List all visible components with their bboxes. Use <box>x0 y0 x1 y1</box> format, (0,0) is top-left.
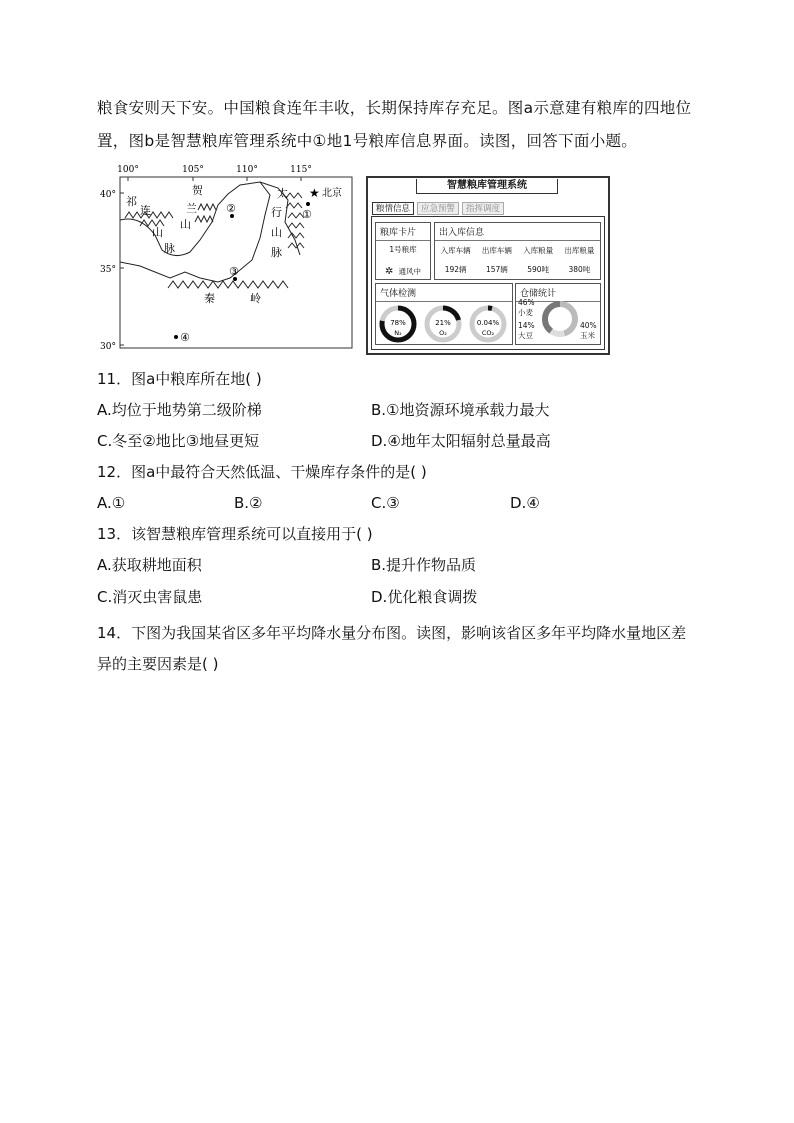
tab-bar <box>372 202 504 215</box>
option-11b[interactable]: B.①地资源环境承载力最大 <box>371 401 550 419</box>
inout-header: 出库粮量 <box>564 246 595 255</box>
mountain-name: 山 <box>152 226 163 239</box>
tab-command-dispatch[interactable]: 指挥调度 <box>462 202 504 215</box>
gauge-label: O₂ <box>439 329 447 337</box>
intro-paragraph: 粮食安则天下安。中国粮食连年丰收，长期保持库存充足。图a示意建有粮库的四地位置，图b是智慧粮库管理系统中①地1号粮库信息界面。读图，回答下面小题。 <box>97 99 692 150</box>
mountain-name: 连 <box>140 204 151 217</box>
option-13d[interactable]: D.优化粮食调拨 <box>371 588 478 606</box>
inout-value: 157辆 <box>485 265 508 274</box>
corn-percent: 40% <box>580 321 597 330</box>
question-11-stem: 11．图a中粮库所在地( ) <box>97 370 262 388</box>
gas-title: 气体检测 <box>376 284 512 302</box>
inout-header: 入库车辆 <box>440 246 471 255</box>
lon-label: 100° <box>117 165 139 175</box>
location-label: ③ <box>229 265 239 278</box>
mountain-name: 脉 <box>271 246 282 259</box>
mountain-name: 兰 <box>186 202 197 215</box>
option-13b[interactable]: B.提升作物品质 <box>371 556 477 574</box>
inout-header: 入库粮量 <box>523 246 554 255</box>
city-label: 北京 <box>322 188 342 199</box>
corn-label: 玉米 <box>580 331 595 340</box>
lon-label: 115° <box>290 165 312 175</box>
gas-gauges <box>376 302 512 346</box>
gauge-label: CO₂ <box>481 329 495 337</box>
lon-label: 110° <box>236 165 258 175</box>
option-13a[interactable]: A.获取耕地面积 <box>97 556 202 574</box>
question-13-stem: 13．该智慧粮库管理系统可以直接用于( ) <box>97 525 373 543</box>
mountain-name: 秦 <box>204 292 215 305</box>
storage-title: 仓储统计 <box>516 284 600 302</box>
option-12a[interactable]: A.① <box>97 494 126 512</box>
mountain-range <box>195 216 213 222</box>
inout-value: 192辆 <box>444 265 467 274</box>
location-point <box>306 202 310 206</box>
mountain-name: 贺 <box>192 184 203 197</box>
mountain-name: 行 <box>271 206 282 219</box>
mountain-name: 岭 <box>250 292 261 305</box>
granary-name: 1号粮库 <box>389 245 417 254</box>
question-14-stem: 14．下图为我国某省区多年平均降水量分布图。读图，影响该省区多年平均降水量地区差异的主要因素是( ) <box>97 624 687 673</box>
mountain-name: 祁 <box>126 195 137 208</box>
figure-b-system <box>366 176 610 355</box>
system-title: 智慧粮库管理系统 <box>416 179 558 194</box>
beijing-star-icon: ★ <box>309 186 320 200</box>
question-12-stem: 12．图a中最符合天然低温、干燥库存条件的是( ) <box>97 463 427 481</box>
map-frame <box>120 177 352 348</box>
storage-panel <box>515 283 601 345</box>
fan-icon: ✲ <box>385 266 394 277</box>
inout-panel <box>434 222 601 280</box>
option-11d[interactable]: D.④地年太阳辐射总量最高 <box>371 432 551 450</box>
location-point <box>174 335 178 339</box>
wheat-label: 小麦 <box>518 308 533 317</box>
inout-header: 出库车辆 <box>481 246 512 255</box>
soy-percent: 14% <box>518 321 535 330</box>
lon-label: 105° <box>182 165 204 175</box>
soy-label: 大豆 <box>518 331 533 340</box>
location-label: ④ <box>180 331 190 344</box>
figure-a-map <box>100 160 355 355</box>
mountain-range <box>168 281 288 288</box>
lat-label: 30° <box>100 342 116 352</box>
mountain-name: 山 <box>180 218 191 231</box>
mountain-range <box>198 204 216 210</box>
inout-title: 出入库信息 <box>435 223 600 241</box>
storage-donut <box>540 299 580 339</box>
option-11a[interactable]: A.均位于地势第二级阶梯 <box>97 401 262 419</box>
option-12d[interactable]: D.④ <box>510 494 540 512</box>
ventilation-status: 通风中 <box>398 267 421 276</box>
gas-panel <box>375 283 513 345</box>
gauge-value: 21% <box>435 319 451 327</box>
tab-emergency-warning[interactable]: 应急预警 <box>417 202 459 215</box>
lat-label: 35° <box>100 265 116 275</box>
location-label: ① <box>302 208 312 221</box>
boundary-line <box>120 182 270 282</box>
mountain-name: 脉 <box>164 242 175 255</box>
location-label: ② <box>226 202 236 215</box>
mountain-name: 太 <box>277 187 288 200</box>
mountain-name: 山 <box>271 226 282 239</box>
option-13c[interactable]: C.消灭虫害鼠患 <box>97 588 203 606</box>
option-12c[interactable]: C.③ <box>371 494 400 512</box>
lat-label: 40° <box>100 190 116 200</box>
granary-card <box>375 222 431 280</box>
inout-value: 590吨 <box>527 265 550 274</box>
gauge-value: 78% <box>390 319 406 327</box>
option-11c[interactable]: C.冬至②地比③地昼更短 <box>97 432 260 450</box>
gauge-label: N₂ <box>394 329 402 337</box>
option-12b[interactable]: B.② <box>234 494 263 512</box>
gauge-value: 0.04% <box>476 319 500 327</box>
wheat-percent: 46% <box>518 298 535 307</box>
inout-value: 380吨 <box>568 265 591 274</box>
card-title: 粮库卡片 <box>376 223 430 241</box>
tab-grain-info[interactable]: 粮情信息 <box>372 202 414 215</box>
